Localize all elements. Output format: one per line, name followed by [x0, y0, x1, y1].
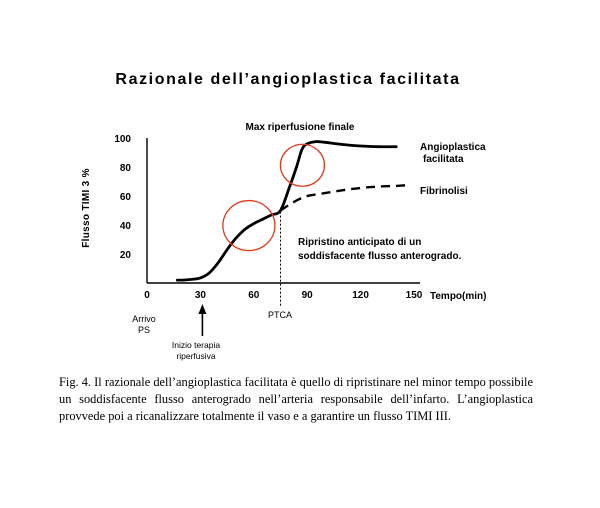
figure-caption: Fig. 4. Il razionale dell’angioplastica facilitata è quello di ripristinare nel minor tempo possibile un soddisfacente flusso anterogrado nell’arteria responsabile dell’infarto. L’angioplastica provvede poi a ricanalizzare totalmente il vaso e a garantire un flusso TIMI III.: [59, 375, 533, 423]
therapy-arrow-icon: [198, 304, 206, 336]
arrival-label-line1: Arrivo: [132, 314, 156, 324]
therapy-label-line1: Inizio terapia: [171, 340, 221, 350]
y-tick-label-60: 60: [119, 192, 131, 203]
y-tick-label-80: 80: [119, 163, 131, 174]
early-restoration-line2: soddisfacente flusso anterogrado.: [298, 251, 462, 262]
max-reperfusion-label: Max riperfusione finale: [245, 122, 355, 133]
x-tick-label-90: 90: [301, 290, 313, 301]
ptca-label: PTCA: [267, 310, 293, 320]
x-tick-label-150: 150: [405, 290, 423, 301]
arrival-label-line2: PS: [137, 325, 151, 335]
x-tick-label-30: 30: [194, 290, 206, 301]
y-tick-label-40: 40: [119, 221, 131, 232]
legend-pci-line1: Angioplastica: [420, 142, 486, 153]
x-axis-title: Tempo(min): [430, 291, 487, 302]
early-restoration-line1: Ripristino anticipato di un: [298, 237, 422, 248]
legend-pci-line2: facilitata: [423, 154, 464, 165]
x-tick-label-0: 0: [144, 290, 150, 301]
therapy-label-line2: riperfusiva: [176, 351, 216, 361]
y-tick-labels: [114, 134, 131, 261]
x-tick-label-60: 60: [248, 290, 260, 301]
x-tick-label-120: 120: [352, 290, 369, 301]
legend-fibrinolysis: Fibrinolisi: [420, 186, 468, 197]
x-tick-labels: [144, 290, 423, 301]
y-tick-label-100: 100: [114, 134, 131, 145]
y-tick-label-20: 20: [119, 250, 131, 261]
y-axis-title: Flusso TIMI 3 %: [81, 168, 92, 248]
series-line-fibrinolisi: [281, 185, 409, 210]
chart-title: Razionale dell’angioplastica facilitata: [115, 71, 461, 88]
